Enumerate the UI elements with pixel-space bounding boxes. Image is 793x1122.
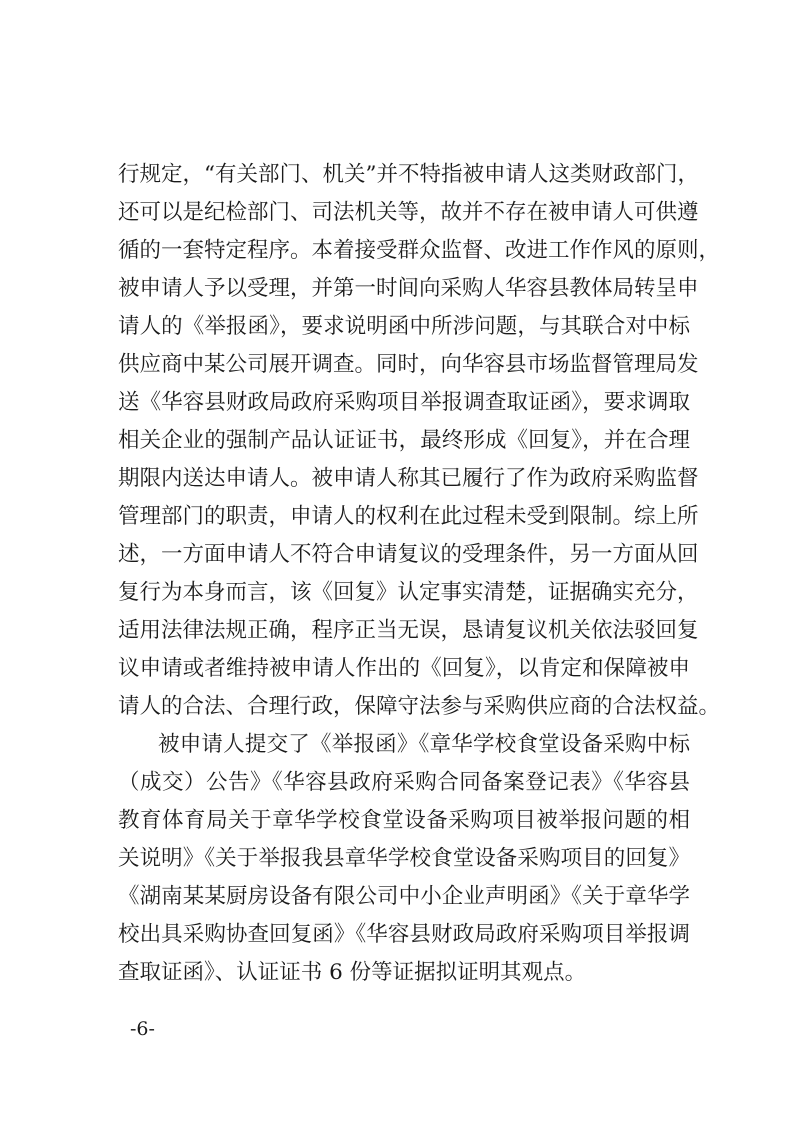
body-text-line: 述，一方面申请人不符合申请复议的受理条件，另一方面从回 <box>118 542 699 567</box>
body-text-line: 校出具采购协查回复函》《华容县财政局政府采购项目举报调 <box>118 922 690 947</box>
body-text-line: 被申请人予以受理，并第一时间向采购人华容县教体局转呈申 <box>118 276 699 301</box>
body-text-line: 教育体育局关于章华学校食堂设备采购项目被举报问题的相 <box>118 808 690 833</box>
body-text-line: 相关企业的强制产品认证证书，最终形成《回复》，并在合理 <box>118 428 690 453</box>
body-text-line: 行规定，“有关部门、机关”并不特指被申请人这类财政部门， <box>118 162 699 187</box>
paragraph-first-line: 被申请人提交了《举报函》《章华学校食堂设备采购中标 <box>158 732 690 757</box>
body-text-line: 送《华容县财政局政府采购项目举报调查取证函》，要求调取 <box>118 390 690 415</box>
body-text-line: 适用法律法规正确，程序正当无误，恳请复议机关依法驳回复 <box>118 618 699 643</box>
body-text-line: 期限内送达申请人。被申请人称其已履行了作为政府采购监督 <box>118 466 699 491</box>
body-text-line: （成交）公告》《华容县政府采购合同备案登记表》《华容县 <box>118 770 690 795</box>
body-text-line: 复行为本身而言，该《回复》认定事实清楚，证据确实充分， <box>118 580 699 605</box>
body-text-line: 供应商中某公司展开调查。同时，向华容县市场监督管理局发 <box>118 352 699 377</box>
body-text-line: 请人的《举报函》，要求说明函中所涉问题，与其联合对中标 <box>118 314 690 339</box>
paragraph-last-line: 查取证函》、认证证书 6 份等证据拟证明其观点。 <box>118 960 587 985</box>
body-text-line: 请人的合法、合理行政，保障守法参与采购供应商的合法权益。 <box>118 694 721 719</box>
body-text-line: 议申请或者维持被申请人作出的《回复》，以肯定和保障被申 <box>118 656 690 681</box>
page-number: -6- <box>130 1018 155 1040</box>
body-text-line: 循的一套特定程序。本着接受群众监督、改进工作作风的原则， <box>118 238 721 263</box>
body-text-line: 关说明》《关于举报我县章华学校食堂设备采购项目的回复》 <box>118 846 690 871</box>
body-text-line: 管理部门的职责，申请人的权利在此过程未受到限制。综上所 <box>118 504 699 529</box>
body-text-line: 还可以是纪检部门、司法机关等，故并不存在被申请人可供遵 <box>118 200 699 225</box>
body-text-line: 《湖南某某厨房设备有限公司中小企业声明函》《关于章华学 <box>118 884 690 909</box>
